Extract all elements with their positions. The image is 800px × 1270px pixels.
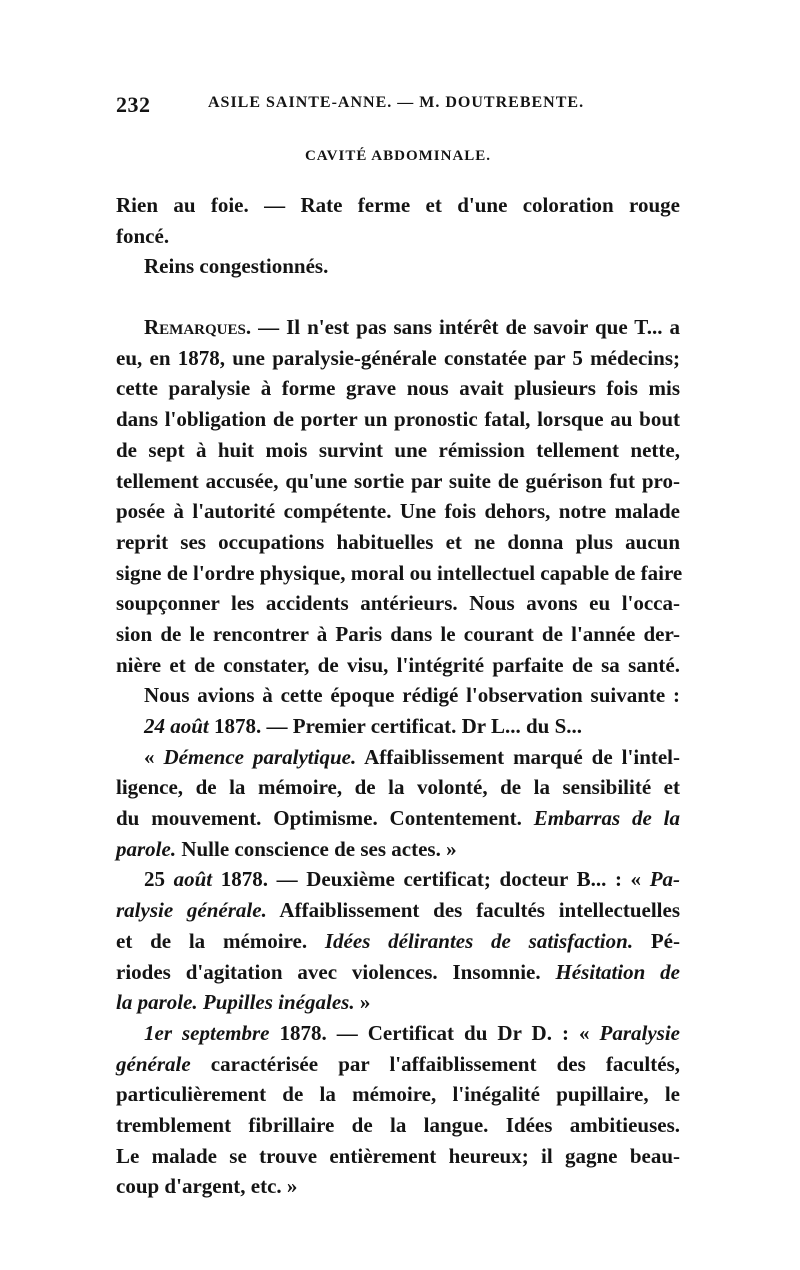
text-line: signe de l'ordre physique, moral ou intellectuel capable de faire	[116, 560, 683, 585]
text-line: nière et de constater, de visu, l'intégrité parfaite de sa santé.	[116, 652, 680, 677]
text-fragment: »	[354, 990, 371, 1015]
text-line	[116, 926, 680, 957]
text-fragment: 1878. — Premier certificat. Dr L... du S...	[208, 714, 583, 738]
text-fragment: Affaiblissement marqué de l'intel-	[356, 744, 681, 769]
paragraph-gap	[116, 282, 680, 312]
date-fragment: 24 août	[144, 714, 209, 738]
italic-fragment: Démence paralytique.	[163, 744, 357, 769]
text-line: tellement accusée, qu'une sortie par suite de guérison fut pro-	[116, 468, 680, 493]
text-line: sion de le rencontrer à Paris dans le courant de l'année der-	[116, 621, 680, 646]
text-line: cette paralysie à forme grave nous avait plusieurs fois mis	[116, 376, 680, 401]
text-line	[116, 742, 680, 773]
text-line	[116, 1049, 680, 1080]
text-line: reprit ses occupations habituelles et ne donna plus aucun	[116, 529, 680, 554]
text-fragment: et de la mémoire.	[116, 928, 325, 953]
remarks-heading: Remarques.	[144, 315, 252, 340]
italic-fragment: générale	[116, 1051, 191, 1076]
text-line	[116, 864, 680, 895]
text-line	[116, 895, 680, 926]
text-fragment: riodes d'agitation avec violences. Insomnie.	[116, 959, 556, 984]
page-number: 232	[116, 92, 151, 117]
text-line: de sept à huit mois survint une rémission tellement nette,	[116, 437, 680, 462]
text-line: soupçonner les accidents antérieurs. Nous avons eu l'occa-	[116, 591, 680, 616]
running-title: ASILE SAINTE-ANNE. — M. DOUTREBENTE.	[208, 94, 585, 111]
text-fragment: Nulle conscience de ses actes. »	[176, 836, 457, 861]
italic-fragment: la parole. Pupilles inégales.	[116, 990, 355, 1015]
text-fragment: 1878. — Deuxième certificat; docteur B... : «	[212, 867, 650, 892]
italic-fragment: Pa-	[649, 867, 681, 892]
text-fragment: 1878. — Certificat du Dr D. : «	[269, 1020, 600, 1045]
text-line	[116, 957, 680, 988]
text-line: dans l'obligation de porter un pronostic fatal, lorsque au bout	[116, 407, 680, 432]
body-text	[116, 190, 683, 1202]
text-line: ligence, de la mémoire, de la volonté, de la sensibilité et	[116, 775, 680, 800]
text-line: Reins congestionnés.	[144, 254, 329, 279]
text-line	[116, 312, 680, 343]
text-line: coup d'argent, etc. »	[116, 1174, 298, 1199]
text-line: particulièrement de la mémoire, l'inégalité pupillaire, le	[116, 1082, 680, 1107]
text-line: eu, en 1878, une paralysie-générale constatée par 5 médecins;	[116, 345, 680, 370]
text-line: Le malade se trouve entièrement heureux; il gagne beau-	[116, 1143, 680, 1168]
text-line: tremblement fibrillaire de la langue. Idées ambitieuses.	[116, 1112, 680, 1137]
section-title: CAVITÉ ABDOMINALE.	[304, 148, 492, 164]
text-line	[116, 987, 680, 1018]
text-fragment: du mouvement. Optimisme. Contentement.	[116, 806, 534, 831]
text-fragment: — Il n'est pas sans intérêt de savoir que T... a	[251, 315, 680, 340]
text-line: Nous avions à cette époque rédigé l'observation suivante :	[144, 683, 680, 708]
running-head	[116, 92, 596, 116]
italic-fragment: parole.	[116, 836, 177, 861]
text-line: foncé.	[116, 223, 170, 248]
text-line: posée à l'autorité compétente. Une fois dehors, notre malade	[116, 499, 680, 524]
text-line	[116, 711, 680, 742]
text-line	[116, 834, 680, 865]
italic-fragment: ralysie générale.	[116, 898, 267, 923]
text-fragment: Affaiblissement des facultés intellectuelles	[266, 898, 680, 923]
date-fragment: 1er septembre	[144, 1020, 270, 1045]
italic-fragment: Paralysie	[599, 1020, 680, 1045]
text-line	[116, 803, 680, 834]
text-fragment: caractérisée par l'affaiblissement des facultés,	[190, 1051, 680, 1076]
text-line: Rien au foie. — Rate ferme et d'une coloration rouge	[116, 193, 680, 217]
italic-fragment: Hésitation de	[555, 959, 680, 984]
text-line	[116, 1018, 680, 1049]
text-fragment: «	[144, 744, 164, 769]
text-fragment: Pé-	[633, 928, 680, 953]
italic-fragment: Embarras de la	[533, 806, 680, 831]
italic-fragment: août	[173, 867, 213, 892]
text-fragment: 25	[144, 867, 174, 892]
italic-fragment: Idées délirantes de satisfaction.	[324, 928, 634, 953]
